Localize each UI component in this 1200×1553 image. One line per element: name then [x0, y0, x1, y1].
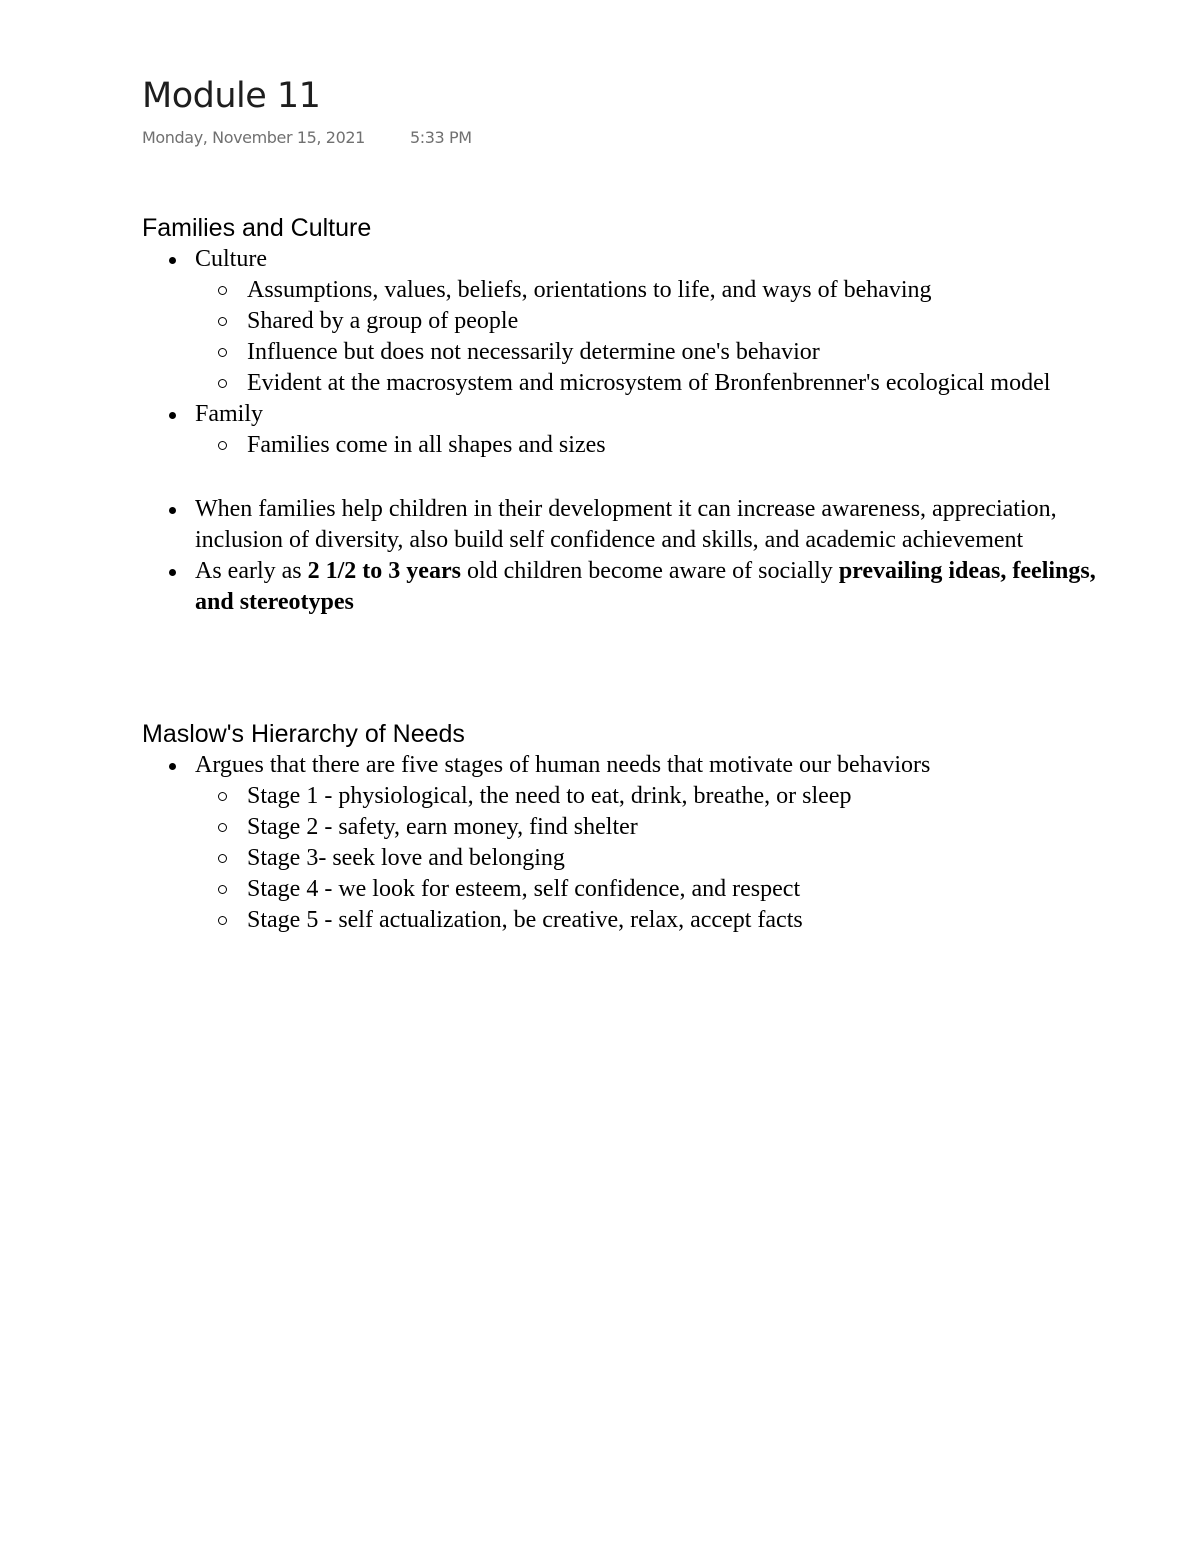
hollow-bullet-icon — [218, 348, 227, 357]
hollow-bullet-icon — [218, 823, 227, 832]
bullet-icon — [169, 257, 176, 264]
bold-age-range: 2 1/2 to 3 years — [307, 558, 461, 584]
list-item-stage: Stage 2 - safety, earn money, find shelter — [142, 812, 1102, 843]
bullet-icon — [169, 507, 176, 514]
families-culture-section — [142, 212, 1102, 618]
list-item: Families come in all shapes and sizes — [142, 430, 1102, 461]
hollow-bullet-icon — [218, 885, 227, 894]
list-item-family — [142, 399, 1102, 461]
list-item-culture — [142, 244, 1102, 399]
bullet-icon — [169, 412, 176, 419]
culture-label: Culture — [195, 246, 267, 272]
section-heading-families: Families and Culture — [142, 214, 372, 242]
list-item-stage: Stage 3- seek love and belonging — [142, 843, 1102, 874]
hollow-bullet-icon — [218, 854, 227, 863]
list-item: Evident at the macrosystem and microsystem of Bronfenbrenner's ecological model — [142, 368, 1117, 399]
hollow-bullet-icon — [218, 792, 227, 801]
families-points-list — [142, 494, 1102, 618]
note-time: 5:33 PM — [410, 128, 472, 147]
families-list — [142, 244, 1102, 461]
list-item: When families help children in their development it can increase awareness, appreciation, inclusion of diversity, also build self confidence and skills, and academic achievement — [142, 494, 1095, 556]
list-item-stage: Stage 1 - physiological, the need to eat, drink, breathe, or sleep — [142, 781, 1102, 812]
list-item: Influence but does not necessarily determine one's behavior — [142, 337, 1102, 368]
hollow-bullet-icon — [218, 441, 227, 450]
list-item-stage: Stage 5 - self actualization, be creative, relax, accept facts — [142, 905, 1102, 936]
bold-prevailing-ideas: prevailing ideas, feelings, and stereotypes — [195, 558, 1096, 615]
list-item-stage: Stage 4 - we look for esteem, self confidence, and respect — [142, 874, 1102, 905]
note-date: Monday, November 15, 2021 — [142, 128, 365, 147]
list-item-maslow-intro: Argues that there are five stages of human needs that motivate our behaviors Stage 1 - physiological, the need to eat, drink, breathe, or sleep Stage 2 - safety, earn money, find shelter Stage 3- seek love and belonging Stage 4 - we look for esteem, self confidence, and respect Stage 5 - self actualization, be creative, relax, accept facts — [142, 750, 1102, 936]
family-label: Family — [195, 401, 264, 427]
bullet-icon — [169, 763, 176, 770]
list-item: Shared by a group of people — [142, 306, 1102, 337]
maslow-list — [142, 750, 1102, 936]
family-sublist — [142, 430, 1102, 461]
maslow-section — [142, 718, 1102, 936]
hollow-bullet-icon — [218, 317, 227, 326]
section-heading-maslow: Maslow's Hierarchy of Needs — [142, 720, 465, 748]
hollow-bullet-icon — [218, 286, 227, 295]
stages-sublist — [142, 781, 1102, 936]
hollow-bullet-icon — [218, 916, 227, 925]
culture-sublist — [142, 275, 1102, 399]
list-item-early-awareness: As early as 2 1/2 to 3 years old children become aware of socially prevailing ideas, feelings, and stereotypes — [142, 556, 1115, 618]
list-item: Assumptions, values, beliefs, orientations to life, and ways of behaving — [142, 275, 1102, 306]
page-title: Module 11 — [142, 76, 321, 116]
hollow-bullet-icon — [218, 379, 227, 388]
bullet-icon — [169, 569, 176, 576]
